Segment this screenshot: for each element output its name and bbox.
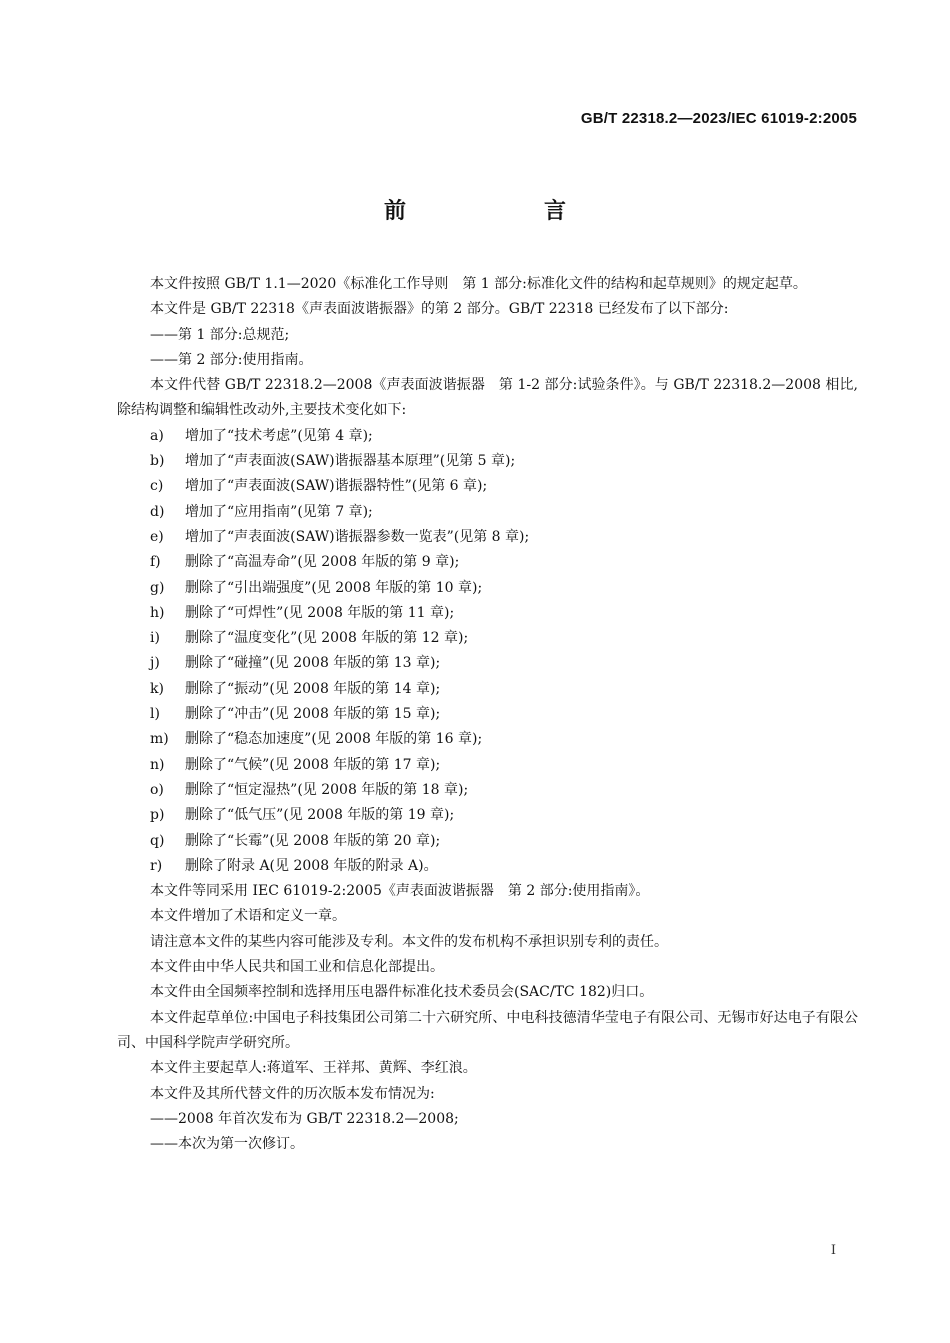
changes-list [117,424,858,879]
paragraph-drafters: 本文件主要起草人:蒋道军、王祥邦、黄辉、李红浪。 [150,1060,477,1077]
part-list-item: ——第 1 部分:总规范; [150,326,290,343]
change-item [117,474,858,499]
change-item [117,753,858,778]
change-label: j) [150,655,160,672]
paragraph-drafting-units: 本文件起草单位:中国电子科技集团公司第二十六研究所、中电科技德清华莹电子有限公司、无锡市好达电子有限公司、中国科学院声学研究所。 [117,1009,858,1051]
change-label: l) [150,706,160,723]
page-title: 前 言 [383,199,624,224]
paragraph-committee: 本文件由全国频率控制和选择用压电器件标准化技术委员会(SAC/TC 182)归口。 [150,984,654,1001]
paragraph-series-parts: 本文件是 GB/T 22318《声表面波谐振器》的第 2 部分。GB/T 22318 已经发布了以下部分: [150,301,729,318]
change-label: c) [150,478,164,495]
change-label: b) [150,453,165,470]
change-text: 删除了“气候”(见 2008 年版的第 17 章); [185,756,441,773]
change-text: 删除了“冲击”(见 2008 年版的第 15 章); [185,706,441,723]
change-item [117,424,858,449]
paragraph-equivalence: 本文件等同采用 IEC 61019-2:2005《声表面波谐振器 第 2 部分:使用指南》。 [150,883,650,900]
change-label: e) [150,528,164,545]
change-item [117,500,858,525]
change-text: 删除了“温度变化”(见 2008 年版的第 12 章); [185,630,469,647]
change-text: 删除了“稳态加速度”(见 2008 年版的第 16 章); [185,731,483,748]
change-label: k) [150,680,164,697]
change-text: 删除了“低气压”(见 2008 年版的第 19 章); [185,807,455,824]
part-list-item: ——第 2 部分:使用指南。 [150,351,313,368]
change-item [117,525,858,550]
change-text: 删除了“引出端强度”(见 2008 年版的第 10 章); [185,579,483,596]
change-text: 删除了“高温寿命”(见 2008 年版的第 9 章); [185,554,460,571]
change-item [117,803,858,828]
foreword-body [117,272,858,1157]
change-item [117,576,858,601]
paragraph-drafting-rules: 本文件按照 GB/T 1.1—2020《标准化工作导则 第 1 部分:标准化文件的结构和起草规则》的规定起草。 [150,276,807,292]
change-label: a) [150,427,164,444]
change-item [117,829,858,854]
change-text: 删除了“可焊性”(见 2008 年版的第 11 章); [185,604,455,621]
change-label: p) [150,807,165,824]
change-item [117,677,858,702]
paragraph-replaces: 本文件代替 GB/T 22318.2—2008《声表面波谐振器 第 1-2 部分:试验条件》。与 GB/T 22318.2—2008 相比,除结构调整和编辑性改动外,主要技术变化如下: [117,377,858,419]
change-item [117,449,858,474]
change-label: o) [150,781,164,798]
paragraph-proposer: 本文件由中华人民共和国工业和信息化部提出。 [150,959,444,976]
change-text: 增加了“应用指南”(见第 7 章); [185,503,373,520]
change-label: g) [150,579,165,596]
paragraph-patent-notice: 请注意本文件的某些内容可能涉及专利。本文件的发布机构不承担识别专利的责任。 [150,933,668,950]
page-number: I [830,1243,836,1258]
change-label: r) [150,857,163,874]
paragraph-history-intro: 本文件及其所代替文件的历次版本发布情况为: [150,1085,435,1102]
change-item [117,727,858,752]
history-item: ——2008 年首次发布为 GB/T 22318.2—2008; [150,1110,459,1127]
change-text: 删除了“振动”(见 2008 年版的第 14 章); [185,680,441,697]
change-item [117,626,858,651]
change-text: 增加了“技术考虑”(见第 4 章); [185,427,373,444]
change-item [117,550,858,575]
change-label: q) [150,832,165,849]
change-text: 删除了“长霉”(见 2008 年版的第 20 章); [185,832,441,849]
history-item: ——本次为第一次修订。 [150,1136,304,1153]
change-text: 增加了“声表面波(SAW)谐振器特性”(见第 6 章); [185,478,488,495]
change-text: 删除了“碰撞”(见 2008 年版的第 13 章); [185,655,441,672]
change-item [117,651,858,676]
change-item [117,778,858,803]
change-text: 删除了“恒定湿热”(见 2008 年版的第 18 章); [185,781,469,798]
change-item [117,854,858,879]
change-label: f) [150,554,161,571]
change-label: i) [150,630,160,647]
document-code: GB/T 22318.2—2023/IEC 61019-2:2005 [580,110,857,127]
change-label: m) [150,731,169,748]
change-label: n) [150,756,165,773]
change-text: 增加了“声表面波(SAW)谐振器参数一览表”(见第 8 章); [185,528,530,545]
paragraph-terms: 本文件增加了术语和定义一章。 [150,908,346,925]
change-item [117,702,858,727]
change-text: 增加了“声表面波(SAW)谐振器基本原理”(见第 5 章); [185,453,516,470]
change-text: 删除了附录 A(见 2008 年版的附录 A)。 [185,857,438,874]
change-label: h) [150,604,165,621]
change-item [117,601,858,626]
change-label: d) [150,503,165,520]
